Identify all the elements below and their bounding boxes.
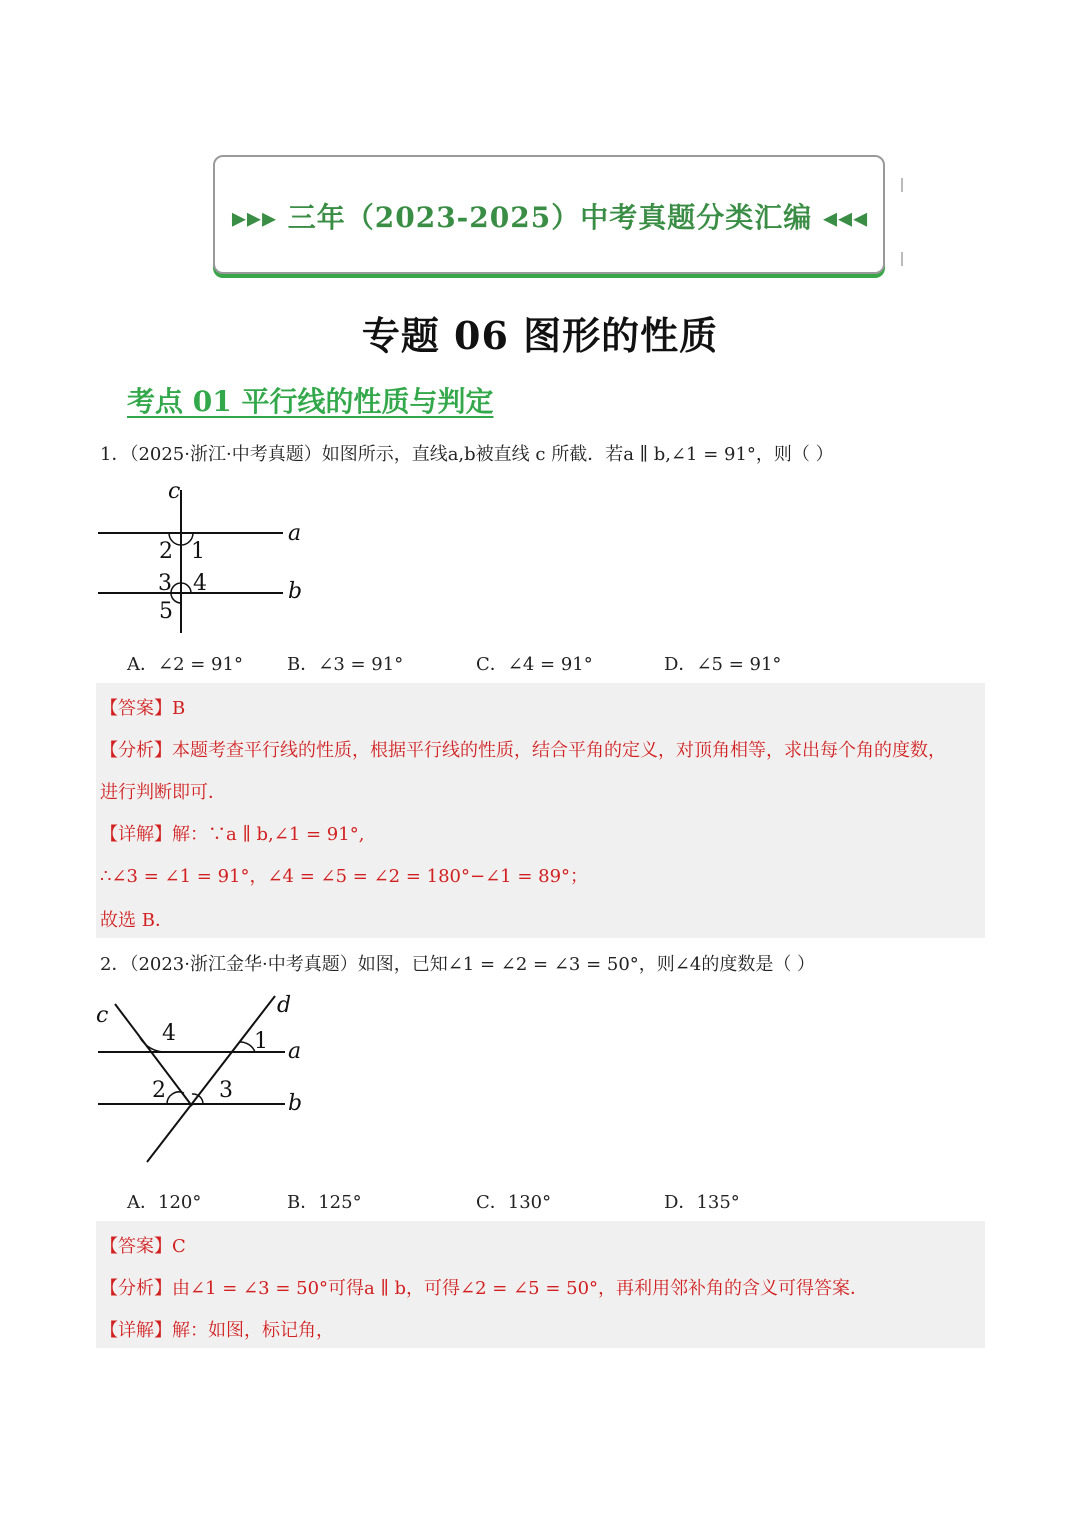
fig-label-4: 4 bbox=[193, 571, 207, 596]
question-1-figure bbox=[95, 478, 315, 638]
page-title: 专题 06 图形的性质 bbox=[361, 313, 719, 358]
question-2-figure bbox=[95, 990, 315, 1170]
banner-text: ▸▸▸ 三年（2023-2025）中考真题分类汇编 ◂◂◂ bbox=[231, 201, 869, 234]
angle-arc-2 bbox=[167, 1092, 184, 1104]
q1-analysis-line2: 进行判断即可． bbox=[100, 782, 226, 803]
fig-label-2: 2 bbox=[159, 539, 173, 564]
q1-detail-line3: 故选 B． bbox=[100, 910, 173, 931]
q1-option-b: B．∠3 = 91° bbox=[287, 654, 404, 675]
q1-answer-box bbox=[96, 683, 985, 938]
fig-label-b: b bbox=[288, 579, 303, 604]
fig-label-1: 1 bbox=[191, 539, 205, 564]
fig-label-a: a bbox=[288, 521, 302, 546]
fig-label-1: 1 bbox=[254, 1029, 268, 1054]
q2-option-d: D．135° bbox=[664, 1192, 740, 1213]
fig-label-c: c bbox=[96, 1003, 109, 1028]
q2-analysis: 【分析】由∠1 = ∠3 = 50°可得a ∥ b，可得∠2 = ∠5 = 50°，再利用邻补角的含义可得答案． bbox=[100, 1278, 869, 1299]
q1-option-a: A．∠2 = 91° bbox=[127, 654, 243, 675]
q2-option-b: B．125° bbox=[287, 1192, 362, 1213]
q1-answer: 【答案】B bbox=[100, 698, 186, 719]
q1-option-c: C．∠4 = 91° bbox=[476, 654, 593, 675]
q1-analysis-line1: 【分析】本题考查平行线的性质，根据平行线的性质，结合平角的定义，对顶角相等，求出每个角的度数， bbox=[100, 740, 946, 761]
fig-label-4: 4 bbox=[162, 1021, 176, 1046]
banner-tick bbox=[901, 252, 903, 266]
fig-label-b: b bbox=[288, 1091, 303, 1116]
question-2-stem: 2．（2023·浙江金华·中考真题）如图，已知∠1 = ∠2 = ∠3 = 50°，则∠4的度数是（ ） bbox=[100, 954, 816, 975]
q1-detail-line1: 【详解】解：∵a ∥ b,∠1 = 91°, bbox=[100, 824, 365, 845]
q2-option-a: A．120° bbox=[127, 1192, 202, 1213]
question-1-stem: 1．（2025·浙江·中考真题）如图所示，直线a,b被直线 c 所截．若a ∥ b,∠1 = 91°，则（ ） bbox=[100, 444, 834, 465]
fig-label-c: c bbox=[168, 479, 181, 504]
q2-detail: 【详解】解：如图，标记角， bbox=[100, 1320, 334, 1341]
fig-label-a: a bbox=[288, 1039, 302, 1064]
q1-detail-line2: ∴∠3 = ∠1 = 91°，∠4 = ∠5 = ∠2 = 180°−∠1 = 89°； bbox=[100, 866, 589, 887]
fig-label-5: 5 bbox=[159, 599, 173, 624]
banner-tick bbox=[901, 178, 903, 192]
angle-arc-1 bbox=[240, 1042, 255, 1052]
q2-option-c: C．130° bbox=[476, 1192, 552, 1213]
fig-label-3: 3 bbox=[158, 571, 172, 596]
q1-option-d: D．∠5 = 91° bbox=[664, 654, 782, 675]
q2-answer: 【答案】C bbox=[100, 1236, 186, 1257]
fig-label-3: 3 bbox=[219, 1078, 233, 1103]
fig-label-d: d bbox=[277, 993, 292, 1018]
section-heading: 考点 01 平行线的性质与判定 bbox=[127, 385, 494, 418]
fig-label-2: 2 bbox=[152, 1078, 166, 1103]
